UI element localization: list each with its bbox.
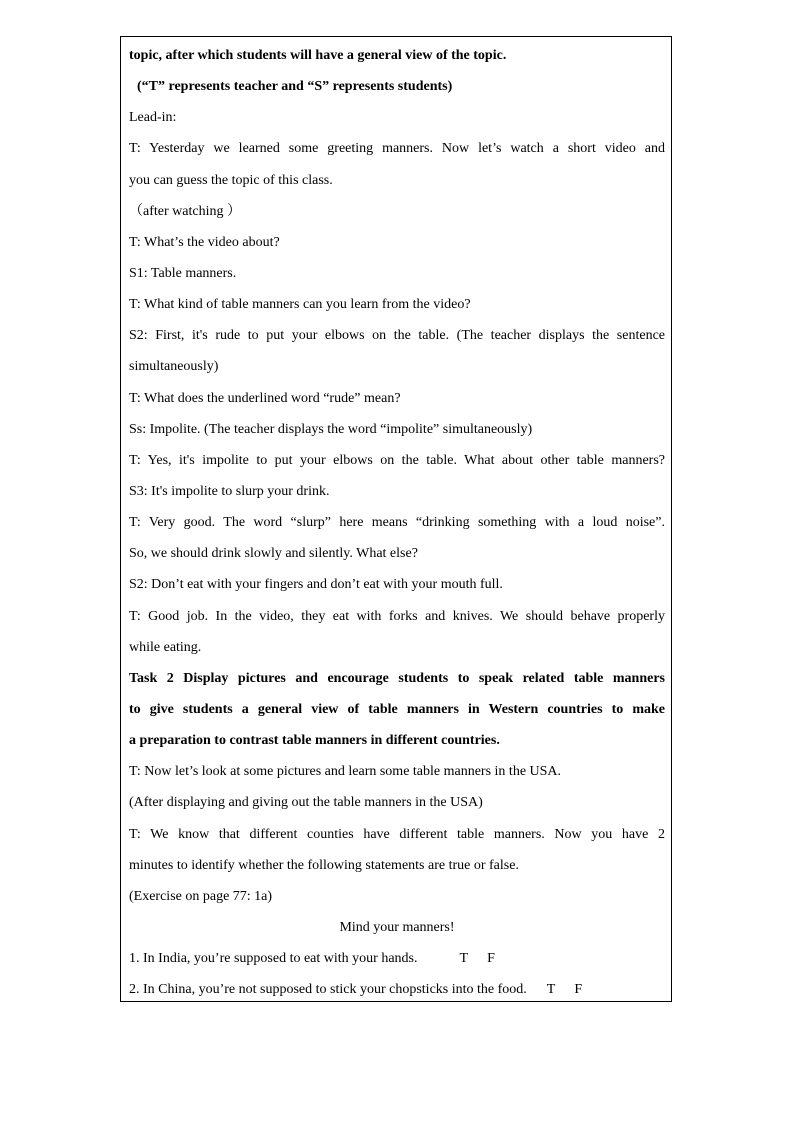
topic-line: topic, after which students will have a general view of the topic.: [129, 48, 507, 63]
exercise-reference: (Exercise on page 77: 1a): [129, 888, 273, 904]
exercise-item: [129, 943, 665, 974]
lead-in-heading: Lead-in:: [129, 110, 177, 126]
dialogue-line: T: Good job. In the video, they eat with forks and knives. We should behave properly: [129, 608, 665, 624]
dialogue-line: T: What kind of table manners can you learn from the video?: [129, 297, 471, 313]
exercise-statement: 2. In China, you’re not supposed to stick your chopsticks into the food.: [129, 982, 527, 998]
dialogue-line: you can guess the topic of this class.: [129, 172, 333, 188]
task-heading: Task 2 Display pictures and encourage students to speak related table manners: [129, 670, 665, 686]
dialogue-line: S1: Table manners.: [129, 265, 237, 281]
dialogue-line: S2: Don’t eat with your fingers and don’t eat with your mouth full.: [129, 577, 503, 593]
false-option: F: [574, 982, 583, 998]
exercise-item: [129, 974, 665, 1005]
dialogue-line: T: Yesterday we learned some greeting manners. Now let’s watch a short video and: [129, 141, 665, 157]
dialogue-line: T: Very good. The word “slurp” here means “drinking something with a loud noise”.: [129, 515, 665, 531]
dialogue-line: while eating.: [129, 639, 202, 655]
dialogue-line: So, we should drink slowly and silently. What else?: [129, 546, 418, 562]
dialogue-line: T: We know that different counties have different table manners. Now you have 2: [129, 826, 665, 842]
false-option: F: [487, 951, 495, 967]
dialogue-line: T: Yes, it's impolite to put your elbows on the table. What about other table manners?: [129, 452, 665, 468]
true-option: T: [546, 982, 556, 998]
dialogue-line: T: What does the underlined word “rude” mean?: [129, 390, 401, 406]
task-heading: a preparation to contrast table manners in different countries.: [129, 733, 500, 749]
exercise-title: Mind your manners!: [339, 919, 455, 935]
true-option: T: [459, 951, 469, 967]
lesson-plan-content: [129, 40, 665, 1005]
legend-line: (“T” represents teacher and “S” represents students): [137, 79, 453, 95]
dialogue-line: T: What’s the video about?: [129, 234, 280, 250]
exercise-statement: 1. In India, you’re supposed to eat with your hands.: [129, 951, 418, 967]
dialogue-line: S2: First, it's rude to put your elbows on the table. (The teacher displays the sentence: [129, 328, 665, 344]
document-text-box: [120, 36, 672, 1002]
dialogue-line: Ss: Impolite. (The teacher displays the word “impolite” simultaneously): [129, 421, 533, 437]
dialogue-line: minutes to identify whether the following statements are true or false.: [129, 857, 519, 873]
dialogue-line: simultaneously): [129, 359, 219, 375]
dialogue-line: T: Now let’s look at some pictures and learn some table manners in the USA.: [129, 764, 562, 780]
task-heading: to give students a general view of table manners in Western countries to make: [129, 701, 665, 717]
stage-direction: （after watching ）: [129, 203, 241, 219]
dialogue-line: S3: It's impolite to slurp your drink.: [129, 483, 330, 499]
stage-direction: (After displaying and giving out the table manners in the USA): [129, 795, 483, 811]
